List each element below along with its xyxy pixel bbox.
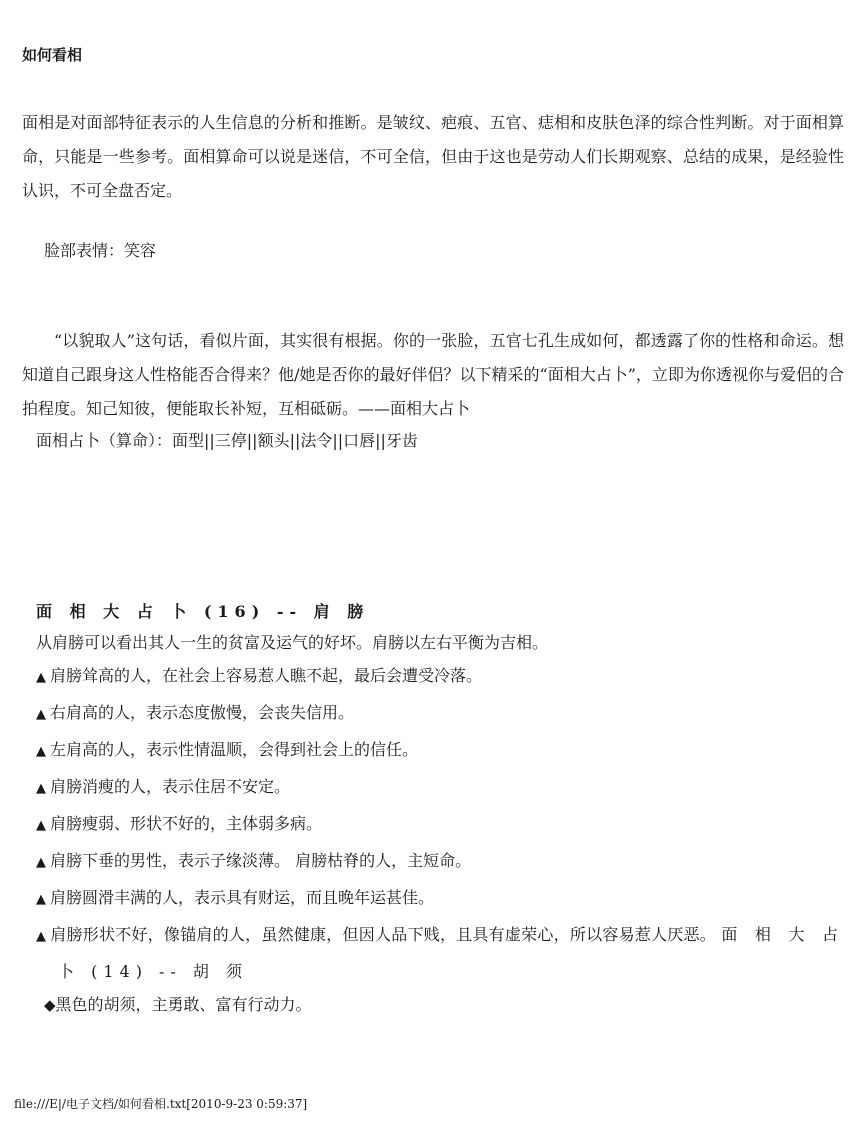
intro-paragraph: 面相是对面部特征表示的人生信息的分析和推断。是皱纹、疤痕、五官、痣相和皮肤色泽的综合性判断。对于面相算命，只能是一些参考。面相算命可以说是迷信，不可全信，但由于这也是劳动人们长期观察、总结的成果，是经验性认识，不可全盘否定。	[22, 113, 844, 200]
list-item-text: 肩膀消瘦的人，表示住居不安定。	[50, 777, 291, 796]
spacer	[22, 208, 844, 236]
list-item	[22, 806, 844, 843]
triangle-bullet-icon: ▲	[36, 892, 46, 907]
triangle-bullet-icon: ▲	[36, 818, 46, 833]
triangle-bullet-icon: ▲	[36, 855, 46, 870]
diamond-bullet-icon: ◆	[44, 996, 56, 1014]
section-heading-beard: 面 相 大 占 卜 (14) -- 胡 须	[58, 925, 845, 981]
list-item	[22, 843, 844, 880]
triangle-bullet-icon: ▲	[36, 670, 46, 685]
list-item	[22, 769, 844, 806]
list-item	[22, 732, 844, 769]
expression-line: 脸部表情：笑容	[44, 241, 157, 260]
list-item-text: 肩膀圆滑丰满的人，表示具有财运，而且晚年运甚佳。	[50, 888, 435, 907]
triangle-bullet-icon: ▲	[36, 929, 47, 944]
beard-bullet-line	[22, 989, 844, 1021]
list-item-text: 肩膀瘦弱、形状不好的，主体弱多病。	[50, 814, 323, 833]
spacer	[22, 66, 844, 106]
shoulder-bullet-list	[22, 658, 844, 989]
spacer	[22, 456, 844, 596]
list-item-text: 肩膀形状不好，像锚肩的人，虽然健康，但因人品下贱，且具有虚荣心，所以容易惹人厌恶。	[50, 925, 722, 944]
list-item	[22, 658, 844, 695]
section-lead-shoulders: 从肩膀可以看出其人一生的贫富及运气的好坏。肩膀以左右平衡为吉相。	[36, 633, 549, 652]
triangle-bullet-icon: ▲	[36, 744, 46, 759]
beard-bullet-text: 黑色的胡须，主勇敢、富有行动力。	[55, 995, 312, 1014]
list-item-with-trailing-heading	[22, 917, 844, 989]
list-item	[22, 880, 844, 917]
triangle-bullet-icon: ▲	[36, 707, 46, 722]
list-item	[22, 695, 844, 732]
list-item-text: 左肩高的人，表示性情温顺，会得到社会上的信任。	[50, 740, 419, 759]
page-title: 如何看相	[22, 46, 83, 64]
triangle-bullet-icon: ▲	[36, 781, 46, 796]
fortune-paragraph: “以貌取人”这句话，看似片面，其实很有根据。你的一张脸，五官七孔生成如何，都透露了你的性格和命运。想知道自己跟身这人性格能否合得来？他/她是否你的最好伴侣？以下精采的“面相大占卜”，立即为你透视你与爱侣的合拍程度。知己知彼，便能取长补短，互相砥砺。——面相大占卜	[22, 331, 844, 418]
footer-file-path: file:///E|/电子文档/如何看相.txt[2010-9-23 0:59:37]	[14, 1097, 308, 1111]
spacer	[22, 266, 844, 324]
list-item-text: 肩膀下垂的男性，表示子缘淡薄。 肩膀枯脊的人，主短命。	[50, 851, 472, 870]
list-item-text: 右肩高的人，表示态度傲慢，会丧失信用。	[50, 703, 355, 722]
document-content	[22, 44, 844, 1021]
list-item-text: 肩膀耸高的人，在社会上容易惹人瞧不起，最后会遭受冷落。	[50, 666, 483, 685]
section-heading-shoulders: 面 相 大 占 卜 (16) -- 肩 膀	[36, 602, 370, 621]
fortune-nav-line: 面相占卜（算命）：面型||三停||额头||法令||口唇||牙齿	[36, 431, 418, 450]
